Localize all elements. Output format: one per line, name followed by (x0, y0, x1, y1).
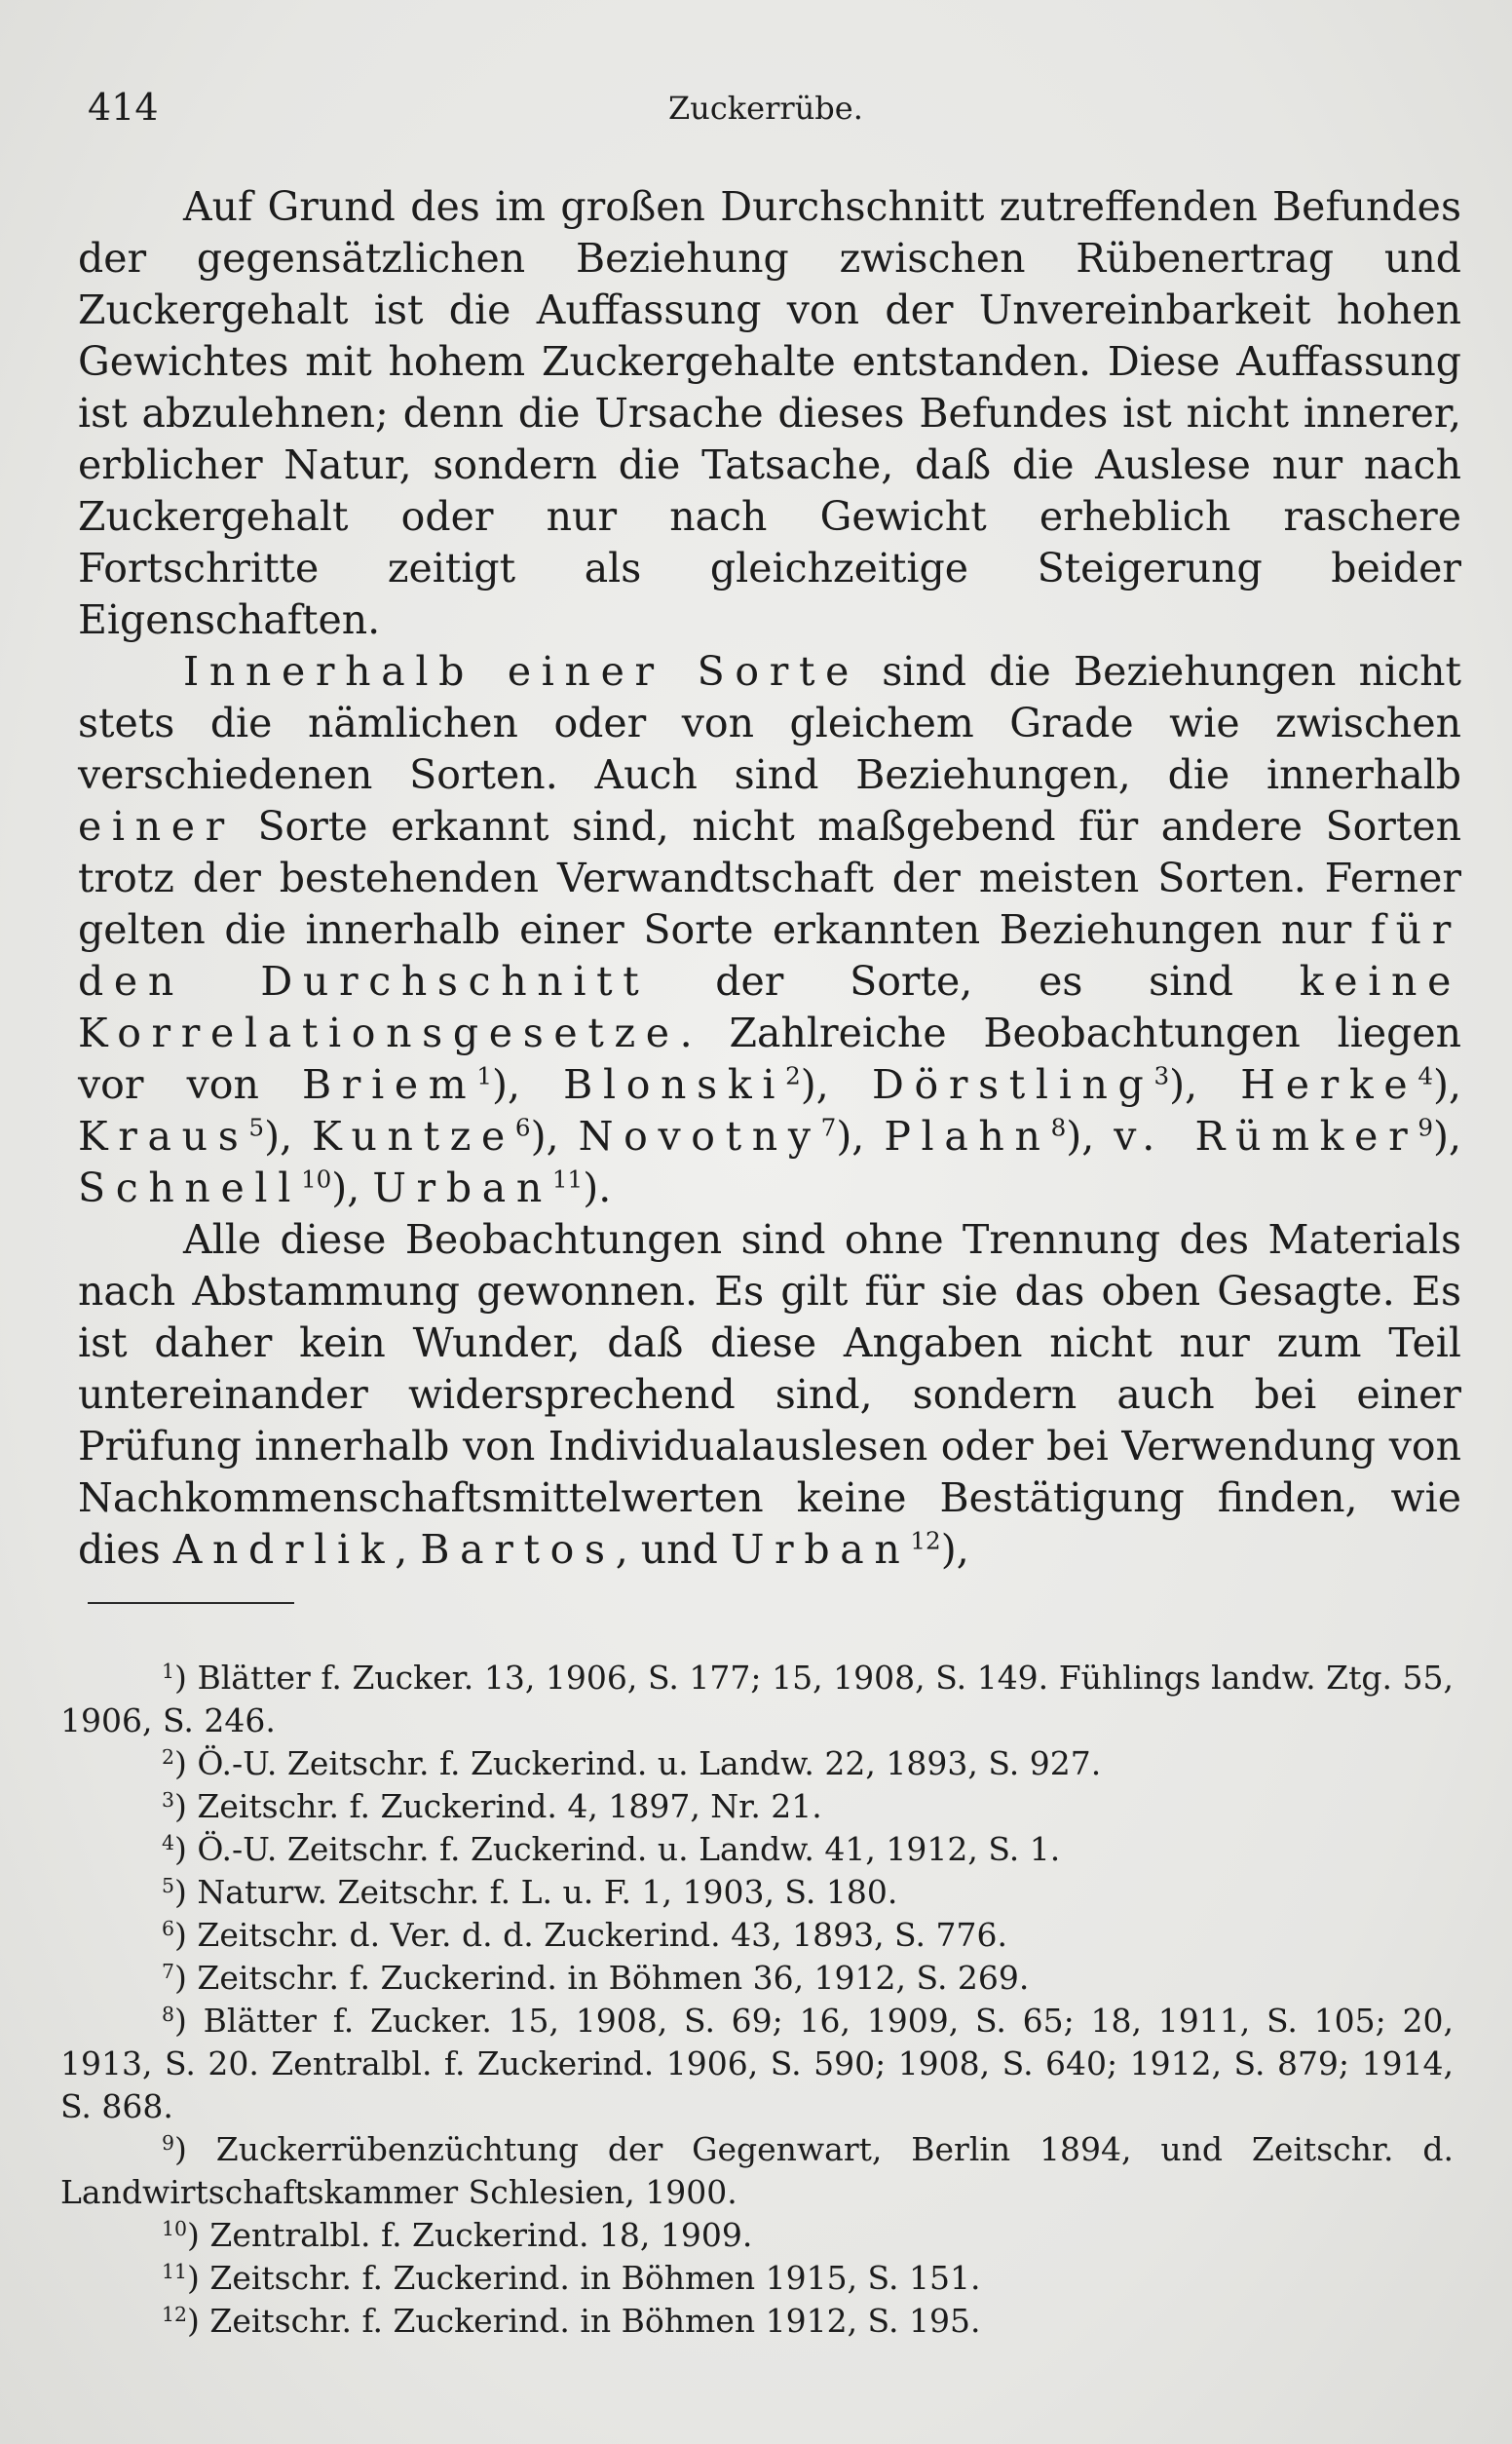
footnote-number: 11 (162, 2259, 188, 2283)
footnote-ref: 8 (1050, 1113, 1067, 1142)
footnote-text: Blätter f. Zucker. 13, 1906, S. 177; 15, 1908, S. 149. Fühlings landw. Ztg. 55, 1906, S. 246. (60, 1659, 1454, 1739)
author-name: Kuntze (312, 1113, 515, 1160)
text-run: . Zahlreiche Beobachtungen liegen vor von (78, 1010, 1461, 1108)
footnote-text: Zeitschr. f. Zuckerind. in Böhmen 1912, S. 195. (209, 2302, 981, 2340)
author-name: Bartos (420, 1526, 616, 1573)
footnote: $^1$) Blätter f. Zucker. 13, 1906, S. 177; 15, 1908, S. 149. Fühlings landw. Ztg. 55, 1906, S. 246. (60, 1659, 1454, 1739)
footnote: $^5$) Naturw. Zeitschr. f. L. u. F. 1, 1903, S. 180. (162, 1873, 898, 1911)
main-text (78, 181, 1461, 1576)
spaced-emphasis: einer (78, 803, 235, 850)
footnote: $^8$) Blätter f. Zucker. 15, 1908, S. 69; 16, 1909, S. 65; 18, 1911, S. 105; 20, 1913, S. 20. Zentralbl. f. Zuckerind. 1906, S. 590; 1908, S. 640; 1912, S. 879; 1914, S. 868. (60, 2002, 1454, 2125)
footnote-text: Zuckerrübenzüchtung der Gegenwart, Berlin 1894, und Zeitschr. d. Landwirtschaftskammer Schlesien, 1900. (60, 2130, 1454, 2211)
footnote-ref: 11 (551, 1165, 584, 1194)
footnote-number: 12 (162, 2302, 188, 2326)
author-name: Urban (372, 1165, 552, 1211)
footnote-number: 1 (162, 1659, 175, 1683)
footnote-number: 9 (162, 2130, 175, 2155)
footnote-ref: 10 (300, 1165, 332, 1194)
text-run: Alle diese Beobachtungen sind ohne Trennung des Materials nach Abstammung gewonnen. Es gilt für sie das oben Gesagte. Es ist daher kein Wunder, daß diese Angaben nicht nur zum Teil untereinander widersprechend sind, sondern auch bei einer Prüfung innerhalb von Individualauslesen oder bei Verwendung von Nachkommenschaftsmittelwerten keine Bestätigung finden, wie dies (78, 1216, 1461, 1573)
footnote-separator (88, 1602, 294, 1604)
footnote: $^2$) Ö.-U. Zeitschr. f. Zuckerind. u. Landw. 22, 1893, S. 927. (162, 1744, 1102, 1782)
text-run: ), (940, 1526, 969, 1573)
running-title: Zuckerrübe. (668, 90, 863, 127)
footnote-text: Zeitschr. f. Zuckerind. in Böhmen 1915, S. 151. (209, 2259, 981, 2297)
footnote-ref: 9 (1418, 1113, 1433, 1142)
footnote-ref: 6 (514, 1113, 531, 1142)
author-list: Briem$^1$), Blonski$^2$), Dörstling$^3$), Herke$^4$), Kraus$^5$), Kuntze$^6$), Novotny$^7$), Plahn$^8$), v. Rümker$^9$), Schnell$^{10}$), Urban$^{11}$). (78, 1061, 1462, 1211)
spaced-emphasis: für den Durchschnitt (78, 906, 1461, 1005)
spaced-emphasis: Innerhalb einer Sorte (183, 648, 860, 695)
footnote-number: 4 (162, 1830, 175, 1854)
text-run: , (395, 1526, 421, 1573)
footnote: $^3$) Zeitschr. f. Zuckerind. 4, 1897, Nr. 21. (162, 1787, 822, 1825)
footnote-number: 6 (162, 1916, 175, 1940)
footnote-number: 5 (162, 1873, 175, 1897)
paragraph-1: Auf Grund des im großen Durchschnitt zutreffenden Befundes der gegensätzlichen Beziehung zwischen Rübenertrag und Zuckergehalt ist die Auffassung von der Unvereinbarkeit hohen Gewichtes mit hohem Zuckergehalte entstanden. Diese Auffassung ist abzulehnen; denn die Ursache dieses Befundes ist nicht innerer, erblicher Natur, sondern die Tatsache, daß die Auslese nur nach Zuckergehalt oder nur nach Gewicht erheblich raschere Fortschritte zeitigt als gleichzeitige Steigerung beider Eigenschaften. (78, 183, 1461, 643)
footnote-text: Zeitschr. f. Zuckerind. 4, 1897, Nr. 21. (197, 1787, 822, 1825)
text-run: Sorte erkannt sind, nicht maßgebend für andere Sorten trotz der bestehenden Verwandtschaft der meisten Sorten. Ferner gelten die innerhalb einer Sorte erkannten Beziehungen nur (78, 803, 1461, 953)
footnote-ref: 7 (820, 1113, 837, 1142)
author-name: Blonski (563, 1061, 786, 1108)
author-name: v. Rümker (1114, 1113, 1418, 1160)
footnote: $^{12}$) Zeitschr. f. Zuckerind. in Böhmen 1912, S. 195. (162, 2302, 981, 2340)
text-run: sind die Beziehungen nicht stets die nämlichen oder von gleichem Grade wie zwischen verschiedenen Sorten. Auch sind Beziehungen, die innerhalb (78, 648, 1461, 798)
footnote-ref: 2 (785, 1061, 801, 1090)
footnote-text: Zentralbl. f. Zuckerind. 18, 1909. (209, 2216, 753, 2254)
author-name: Dörstling (871, 1061, 1154, 1108)
footnote: $^{10}$) Zentralbl. f. Zuckerind. 18, 1909. (162, 2216, 753, 2254)
author-name: Schnell (78, 1165, 301, 1211)
text-run: , und (615, 1526, 731, 1573)
footnote-number: 2 (162, 1744, 175, 1769)
paragraph-2 (78, 646, 1461, 1214)
footnote-number: 10 (162, 2216, 188, 2240)
author-name: Novotny (578, 1113, 821, 1160)
footnotes (60, 1657, 1454, 2343)
paragraph-3 (78, 1214, 1461, 1576)
footnote-ref: 5 (248, 1113, 265, 1142)
footnote-number: 7 (162, 1959, 175, 1983)
footnote-ref: 12 (910, 1526, 941, 1555)
footnote-text: Zeitschr. f. Zuckerind. in Böhmen 36, 1912, S. 269. (197, 1959, 1030, 1997)
footnote-text: Ö.-U. Zeitschr. f. Zuckerind. u. Landw. 22, 1893, S. 927. (197, 1744, 1102, 1782)
footnote: $^4$) Ö.-U. Zeitschr. f. Zuckerind. u. Landw. 41, 1912, S. 1. (162, 1830, 1061, 1868)
text-run: der Sorte, es sind (649, 958, 1300, 1005)
footnote-text: Zeitschr. d. Ver. d. d. Zuckerind. 43, 1893, S. 776. (197, 1916, 1007, 1954)
footnote: $^{11}$) Zeitschr. f. Zuckerind. in Böhmen 1915, S. 151. (162, 2259, 981, 2297)
footnote-text: Naturw. Zeitschr. f. L. u. F. 1, 1903, S. 180. (197, 1873, 898, 1911)
footnote-ref: 1 (476, 1061, 492, 1090)
spaced-emphasis: keine Korrelationsgesetze (78, 958, 1461, 1056)
footnote-text: Blätter f. Zucker. 15, 1908, S. 69; 16, 1909, S. 65; 18, 1911, S. 105; 20, 1913, S. 20. Zentralbl. f. Zuckerind. 1906, S. 590; 1908, S. 640; 1912, S. 879; 1914, S. 868. (60, 2002, 1454, 2125)
footnote: $^7$) Zeitschr. f. Zuckerind. in Böhmen 36, 1912, S. 269. (162, 1959, 1030, 1997)
footnote-number: 8 (162, 2002, 175, 2026)
footnote-ref: 4 (1418, 1061, 1433, 1090)
footnote: $^6$) Zeitschr. d. Ver. d. d. Zuckerind. 43, 1893, S. 776. (162, 1916, 1007, 1954)
footnote-number: 3 (162, 1787, 175, 1812)
page-header (84, 86, 1428, 134)
page-number: 414 (88, 86, 159, 129)
footnote: $^9$) Zuckerrübenzüchtung der Gegenwart, Berlin 1894, und Zeitschr. d. Landwirtschaftskammer Schlesien, 1900. (60, 2130, 1454, 2211)
author-name: Briem (302, 1061, 477, 1108)
author-name: Herke (1240, 1061, 1418, 1108)
author-name: Urban (730, 1526, 911, 1573)
footnote-ref: 3 (1153, 1061, 1170, 1090)
author-name: Plahn (884, 1113, 1051, 1160)
author-name: Kraus (78, 1113, 249, 1160)
footnote-text: Ö.-U. Zeitschr. f. Zuckerind. u. Landw. 41, 1912, S. 1. (197, 1830, 1061, 1868)
author-name: Andrlik (172, 1526, 396, 1573)
